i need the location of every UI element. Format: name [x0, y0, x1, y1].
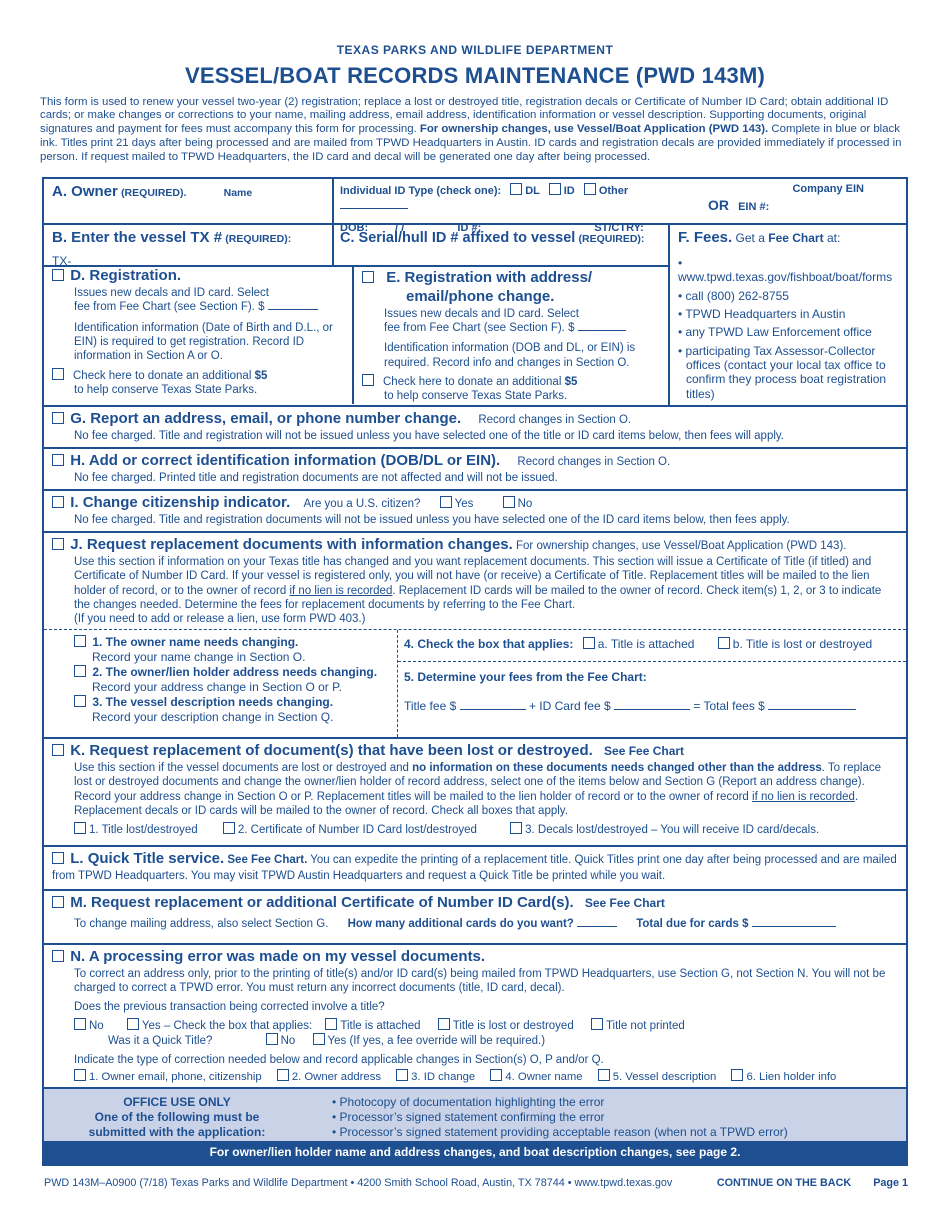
section-i-citizenship: I. Change citizenship indicator. Are you a U.S. citizen? Yes No No fee charged. Title and registration documents will not be issued unless you have selected one of the ID card items below, then fees apply. — [44, 491, 906, 533]
fee-source-item: • TPWD Headquarters in Austin — [678, 306, 846, 321]
section-k-checkbox[interactable] — [52, 744, 64, 756]
id-type-dl-checkbox[interactable] — [510, 183, 522, 195]
n-title-no-checkbox[interactable] — [74, 1018, 86, 1030]
n-quick-yes-checkbox[interactable] — [313, 1033, 325, 1045]
fee-source-item: • call (800) 262-8755 — [678, 288, 789, 303]
st-ctry-label: ST/CTRY: — [594, 221, 644, 234]
fee-source-item[interactable]: • www.tpwd.texas.gov/fishboat/boat/forms — [678, 255, 893, 285]
fee-source-item: • participating Tax Assessor-Collector offices (contact your local tax office to confirm they process boat registration titles) — [678, 343, 887, 401]
section-l-quick-title: L. Quick Title service. See Fee Chart. You can expedite the printing of a replacement title. Quick Titles print one day after being processed and are mailed from TPWD Headquarters. You may visit TPWD Austin Headquarters and request a Quick Title be printed while you wait. — [44, 847, 906, 891]
office-item: • Photocopy of documentation highlighting the error — [332, 1095, 605, 1109]
n-c2-checkbox[interactable] — [277, 1069, 289, 1081]
intro-text: This form is used to renew your vessel two-year (2) registration; replace a lost or destroyed title, registration decals or Certificate of Number ID Card; obtain additional ID cards; or make changes or corrections to your name, mailing address, email address, identification information or vessel description. Supporting documents, original signatures and payment for fees must accompany this form for processing. For ownership changes, use Vessel/Boat Application (PWD 143). Complete in blue or black ink. Titles print 21 days after being processed and are mailed from TPWD Headquarters in Austin. ID cards and registration decals are provided immediately if processed in person. If request mailed to TPWD Headquarters, the ID card and decal will be generated one day after being processed. — [40, 95, 902, 164]
id-number-label: ID #: — [457, 221, 482, 234]
j-item1-checkbox[interactable] — [74, 635, 86, 647]
n-c6-checkbox[interactable] — [731, 1069, 743, 1081]
section-n-checkbox[interactable] — [52, 950, 64, 962]
k-title-lost-checkbox[interactable] — [74, 822, 86, 834]
form-title: VESSEL/BOAT RECORDS MAINTENANCE (PWD 143M) — [184, 63, 766, 88]
n-c1-checkbox[interactable] — [74, 1069, 86, 1081]
office-item: • Processor’s signed statement confirming the error — [332, 1110, 605, 1124]
j-title-lost-checkbox[interactable] — [718, 637, 730, 649]
section-b-vessel-tx: B. Enter the vessel TX # (REQUIRED): TX- — [44, 225, 334, 265]
citizen-no-checkbox[interactable] — [503, 496, 515, 508]
company-ein-label: Company EIN — [792, 183, 864, 195]
n-title-attached-checkbox[interactable] — [325, 1018, 337, 1030]
section-h-id-info: H. Add or correct identification information (DOB/DL or EIN). Record changes in Section O. No fee charged. Printed title and registration documents are not affected and will not be issued. — [44, 449, 906, 491]
additional-cards-field[interactable] — [577, 917, 617, 927]
page2-notice-bar: For owner/lien holder name and address changes, and boat description changes, see page 2. — [44, 1141, 906, 1164]
office-use-only: OFFICE USE ONLY One of the following must be submitted with the application: • Photocopy of documentation highlighting the error • Processor’s signed statement confirming the error • Processor’s signed statement providing acceptable reason (when not a TPWD error) — [44, 1089, 906, 1141]
n-quick-no-checkbox[interactable] — [266, 1033, 278, 1045]
id-type-id-checkbox[interactable] — [549, 183, 561, 195]
section-l-checkbox[interactable] — [52, 852, 64, 864]
section-h-checkbox[interactable] — [52, 454, 64, 466]
fee-source-item: • any TPWD Law Enforcement office — [678, 325, 872, 340]
title-fee-field[interactable] — [460, 700, 526, 710]
section-d-registration: D. Registration. Issues new decals and ID card. Select fee from Fee Chart (see Section F). $ Identification information (Date of Birth and D.L., or EIN) is required to get registration. Record ID information in Section A or O. Check here to donate an additional $5 to help conserve Texas State Parks. — [44, 265, 354, 404]
section-i-checkbox[interactable] — [52, 496, 64, 508]
page-number: Page 1 — [873, 1177, 908, 1189]
section-f-fees: F. Fees. Get a Fee Chart at: • www.tpwd.texas.gov/fishboat/boat/forms • call (800) 262-8755 • TPWD Headquarters in Austin • any TPWD Law Enforcement office • participating Tax Assessor-Collector offices (contact your local tax office to confirm they process boat registration titles) — [670, 225, 906, 405]
total-fees-field[interactable] — [768, 700, 856, 710]
section-g-contact-change: G. Report an address, email, or phone number change. Record changes in Section O. No fee charged. Title and registration will not be issued unless you have selected one of the title or ID card items below, then fees will apply. — [44, 407, 906, 449]
section-m-checkbox[interactable] — [52, 896, 64, 908]
j-item3-checkbox[interactable] — [74, 695, 86, 707]
section-n-processing-error: N. A processing error was made on my vessel documents. To correct an address only, prior to the printing of title(s) and/or ID card(s) being mailed from TPWD Headquarters, use Section G, not Section N. You will not be charged to correct a TPWD error. You must return any incorrect documents (title, ID card, decal). Does the previous transaction being corrected involve a title? No Yes – Check the box that applies: Title is attached Title is lost or destroyed Title not printed Was it a Quick Title? No Yes (If yes, a fee override will be required.) Indicate the type of correction needed below and record applicable changes in Section(s) O, P and/or Q. 1. Owner email, phone, citizenship 2. Owner address 3. ID change 4. Owner name 5. Vessel description 6. Lien holder info — [44, 945, 906, 1089]
office-item: • Processor’s signed statement providing acceptable reason (when not a TPWD error) — [332, 1125, 788, 1139]
section-d-checkbox[interactable] — [52, 269, 64, 281]
j-item2-checkbox[interactable] — [74, 665, 86, 677]
total-cards-field[interactable] — [752, 917, 836, 927]
section-g-checkbox[interactable] — [52, 412, 64, 424]
k-decals-lost-checkbox[interactable] — [510, 822, 522, 834]
section-j-replacement-changes: J. Request replacement documents with information changes. For ownership changes, use Vessel/Boat Application (PWD 143). Use this section if information on your Texas title has changed and you want replacement documents. This section will issue a Certificate of Title (if titled) and Certificate of Number ID Card. If your vessel is registered only, you will not have (or receive) a Certificate of Title. Replacement titles will be mailed to the lien holder of record, or to the owner of record if no lien is recorded. Replacement ID cards will be mailed to the owner of record. Check item(s) 1, 2, or 3 to indicate the changes needed. Determine the fees for replacement documents by referring to the Fee Chart. (If you need to add or release a lien, use form PWD 403.) 1. The owner name needs changing. Record your name change in Section O. 2. The owner/lien holder address needs changing. Record your address change in Section O or P. 3. The vessel description needs changing. Record your description change in Section Q. 4. Check the box that applies: a. Title is attached b. Title is lost or destroyed 5. Determine your fees from the Fee Chart: Title fee $ + ID Card fee $ = Total fees $ — [44, 533, 906, 739]
n-c4-checkbox[interactable] — [490, 1069, 502, 1081]
n-c5-checkbox[interactable] — [598, 1069, 610, 1081]
n-title-yes-checkbox[interactable] — [127, 1018, 139, 1030]
ein-label: EIN #: — [738, 200, 770, 213]
section-j-checkbox[interactable] — [52, 538, 64, 550]
section-a-owner: A. Owner (REQUIRED). Name Individual ID Type (check one): DL ID Other DOB: / / ID #: ST/CTRY: Company EIN OR EIN #: — [44, 179, 906, 225]
dob-label: DOB: — [340, 221, 369, 234]
id-card-fee-field[interactable] — [614, 700, 690, 710]
n-title-not-printed-checkbox[interactable] — [591, 1018, 603, 1030]
section-e-registration-change: E. Registration with address/ email/phone change. Issues new decals and ID card. Select fee from Fee Chart (see Section F). $ Identification information (DOB and DL, or EIN) is required. Record info and changes in Section O. Check here to donate an additional $5 to help conserve Texas State Parks. — [354, 267, 668, 406]
sections-b-f — [44, 225, 906, 407]
department-name: TEXAS PARKS AND WILDLIFE DEPARTMENT — [336, 43, 614, 57]
page-footer: PWD 143M–A0900 (7/18) Texas Parks and Wildlife Department • 4200 Smith School Road, Austin, TX 78744 • www.tpwd.texas.gov CONTINUE ON THE BACK Page 1 — [44, 1177, 908, 1189]
section-k-lost-documents: K. Request replacement of document(s) that have been lost or destroyed. See Fee Chart Use this section if the vessel documents are lost or destroyed and no information on these documents needs changed other than the address. To replace lost or destroyed documents and change the owner/lien holder of record address, select one of the items below and Section G (Report an address change). Record your address change in Section O or P. Replacement titles will be mailed to the lien holder of record or to the owner of record if no lien is recorded. Replacement decals or ID cards will be mailed to the owner of record. Check all boxes that apply. 1. Title lost/destroyed 2. Certificate of Number ID Card lost/destroyed 3. Decals lost/destroyed – You will receive ID card/decals. — [44, 739, 906, 847]
fee-chart-sources — [678, 256, 898, 402]
section-d-donate-checkbox[interactable] — [52, 368, 64, 380]
tx-prefix: TX- — [52, 253, 72, 268]
n-title-lost-checkbox[interactable] — [438, 1018, 450, 1030]
section-m-id-cards: M. Request replacement or additional Certificate of Number ID Card(s). See Fee Chart To change mailing address, also select Section G. How many additional cards do you want? Total due for cards $ — [44, 891, 906, 945]
form-body — [42, 177, 908, 1166]
section-e-checkbox[interactable] — [362, 271, 374, 283]
n-c3-checkbox[interactable] — [396, 1069, 408, 1081]
citizen-yes-checkbox[interactable] — [440, 496, 452, 508]
section-c-serial-hull: C. Serial/hull ID # affixed to vessel (REQUIRED): — [340, 230, 645, 246]
k-id-card-lost-checkbox[interactable] — [223, 822, 235, 834]
id-type-other-checkbox[interactable] — [584, 183, 596, 195]
j-title-attached-checkbox[interactable] — [583, 637, 595, 649]
section-e-donate-checkbox[interactable] — [362, 374, 374, 386]
